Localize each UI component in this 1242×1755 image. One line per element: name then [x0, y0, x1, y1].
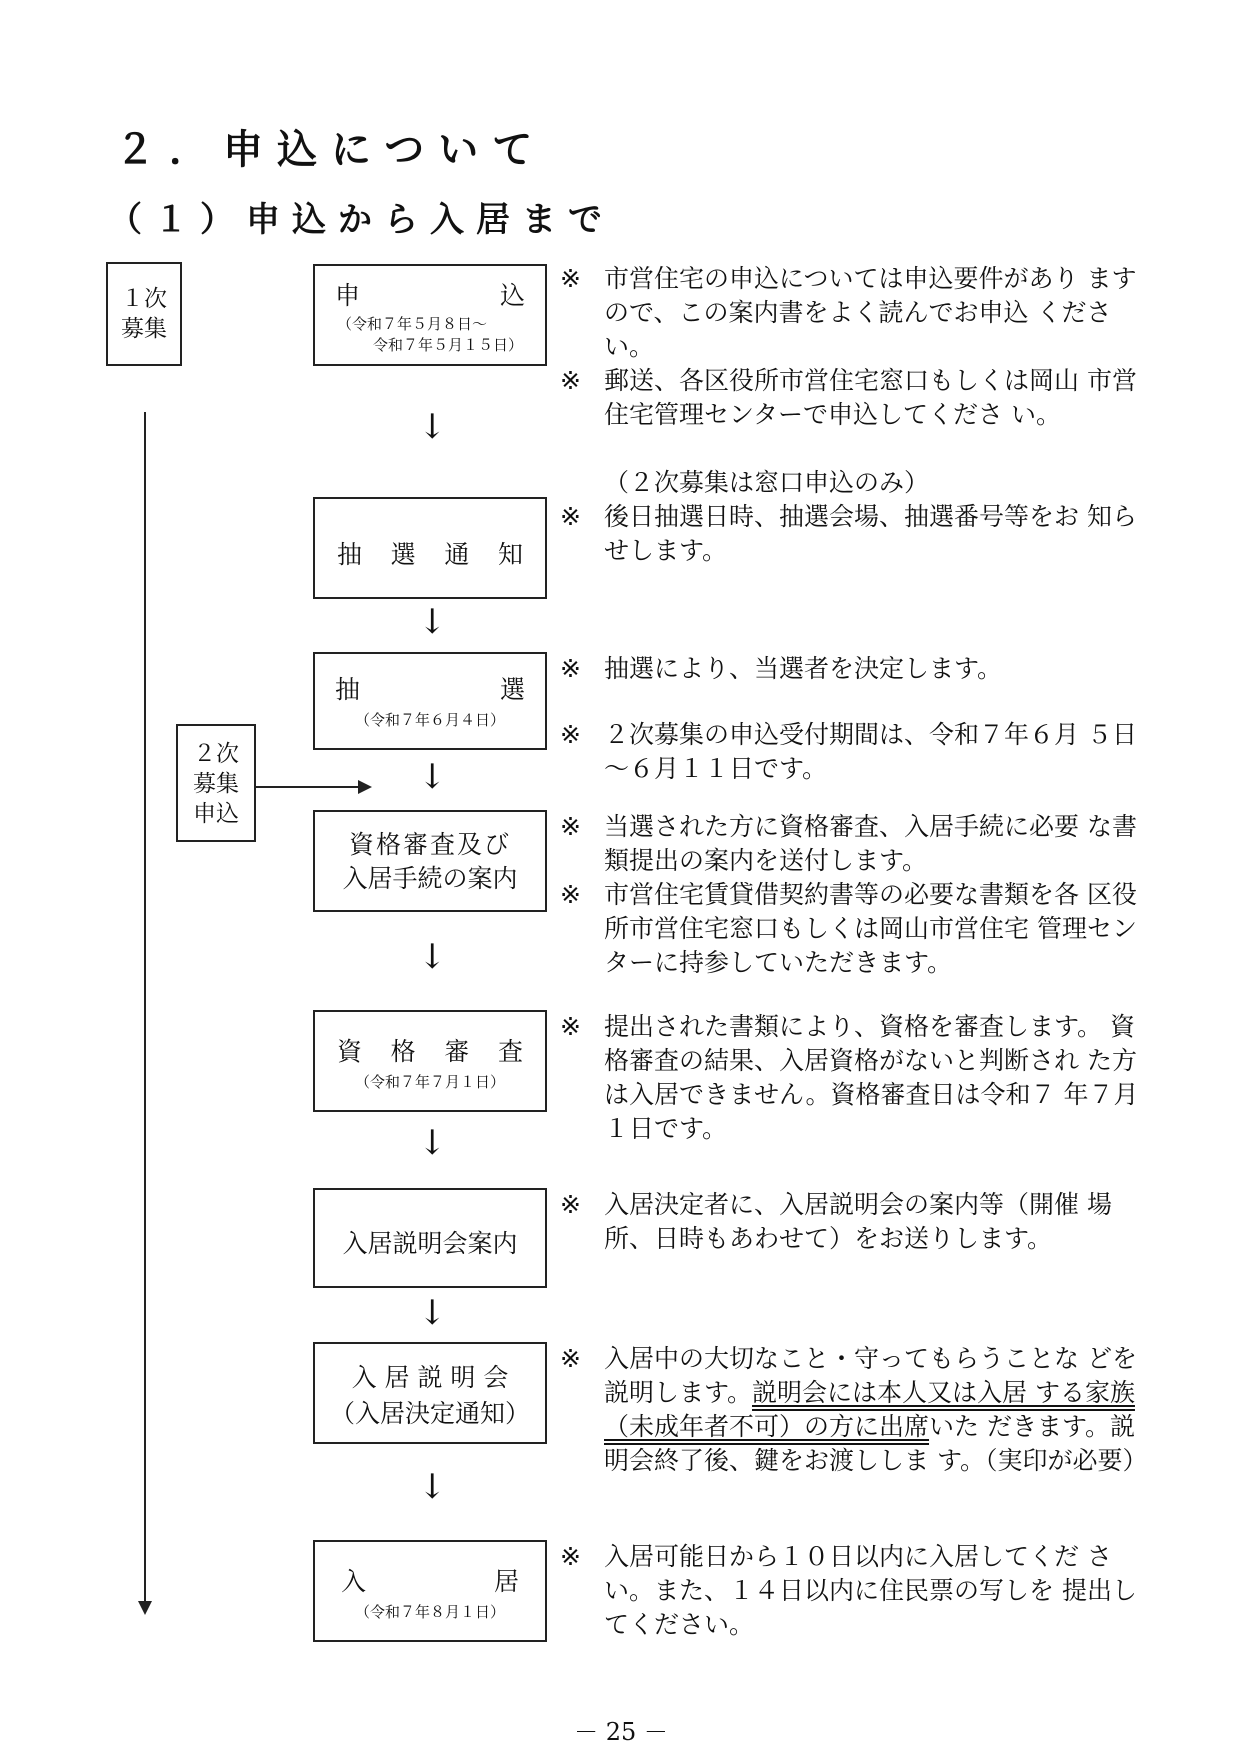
arrow-3: ↓ [418, 757, 447, 797]
arrow-1: ↓ [418, 407, 447, 447]
step-screening [313, 1010, 547, 1112]
step-briefing-notice [313, 1188, 547, 1288]
subsection-heading: （１）申込から入居まで [108, 200, 614, 240]
second-recruit-line-1: ２次 [193, 741, 239, 767]
step-lottery-title: 抽 選 [335, 675, 525, 704]
note-3: ※ 後日抽選日時、抽選会場、抽選番号等をお 知らせします。 [560, 502, 1137, 565]
step-move-in-date: （令和７年８月１日） [354, 1603, 505, 1621]
step-screening-guidance [313, 810, 547, 912]
step-screening-date: （令和７年７月１日） [354, 1073, 505, 1091]
step-lottery-date: （令和７年６月４日） [354, 711, 505, 729]
step-lottery-notice [313, 497, 547, 599]
step-application [313, 264, 547, 366]
arrow-7: ↓ [418, 1467, 447, 1507]
arrow-5: ↓ [418, 1123, 447, 1163]
timeline-line [144, 412, 146, 1605]
first-recruit-line-1: １次 [121, 286, 167, 312]
note-2b: （２次募集は窓口申込のみ） [604, 468, 930, 497]
section-heading: ２．申込について [115, 127, 547, 173]
timeline-arrowhead [138, 1601, 152, 1615]
note-7: ※ 市営住宅賃貸借契約書等の必要な書類を各 区役所市営住宅窓口もしくは岡山市営住宅 管理センターに持参していただきます。 [560, 880, 1137, 977]
step-screening-guidance-title: 資格審査及び 入居手続の案内 [342, 830, 518, 893]
step-move-in [313, 1540, 547, 1642]
arrow-4: ↓ [418, 937, 447, 977]
arrow-6: ↓ [418, 1293, 447, 1333]
note-4: ※ 抽選により、当選者を決定します。 [560, 654, 1003, 683]
step-application-title: 申 込 [335, 281, 525, 310]
step-move-in-title: 入 居 [341, 1567, 519, 1596]
note-9: ※ 入居決定者に、入居説明会の案内等（開催 場所、日時もあわせて）をお送りします。 [560, 1190, 1112, 1253]
step-lottery [313, 652, 547, 750]
step-screening-title: 資 格 審 査 [337, 1037, 523, 1066]
note-2: ※ 郵送、各区役所市営住宅窓口もしくは岡山 市営住宅管理センターで申込してくださ い。 [560, 366, 1137, 429]
second-recruit-arrow-line [256, 786, 360, 788]
step-briefing [313, 1342, 547, 1444]
second-recruit-line-3: 申込 [193, 801, 239, 827]
step-lottery-notice-title: 抽 選 通 知 [337, 540, 523, 569]
step-briefing-notice-title: 入居説明会案内 [342, 1229, 518, 1258]
step-briefing-title: 入 居 説 明 会 （入居決定通知） [329, 1363, 530, 1428]
note-1: ※ 市営住宅の申込については申込要件があり ますので、この案内書をよく読んでお申込 ください。 [560, 264, 1137, 361]
first-recruit-line-2: 募集 [121, 316, 167, 342]
note-5: ※ ２次募集の申込受付期間は、令和７年６月 ５日～６月１１日です。 [560, 720, 1137, 783]
second-recruit-line-2: 募集 [193, 771, 239, 797]
attendance-requirement: 説明会には本人又は入居 する家族（未成年者不可）の方に出席 [604, 1378, 1135, 1441]
note-11: ※ 入居可能日から１０日以内に入居してくだ さい。また、１４日以内に住民票の写しを 提出してください。 [560, 1542, 1137, 1639]
step-application-date: （令和７年５月８日～ 令和７年５月１５日） [337, 315, 523, 354]
note-10: ※ 入居中の大切なこと・守ってもらうことな どを説明します。説明会には本人又は入居 する家族（未成年者不可）の方に出席いた だきます。説明会終了後、鍵をお渡ししま す。（実印が必要） [560, 1344, 1148, 1475]
second-recruit-box [176, 724, 256, 842]
note-8: ※ 提出された書類により、資格を審査します。 資格審査の結果、入居資格がないと判断され た方は入居できません。資格審査日は令和７ 年７月１日です。 [560, 1012, 1139, 1143]
first-recruit-box [106, 262, 182, 366]
arrow-2: ↓ [418, 602, 447, 642]
note-6: ※ 当選された方に資格審査、入居手続に必要 な書類提出の案内を送付します。 [560, 812, 1137, 875]
page-number: － 25 － [574, 1718, 668, 1746]
second-recruit-arrowhead [358, 780, 372, 794]
